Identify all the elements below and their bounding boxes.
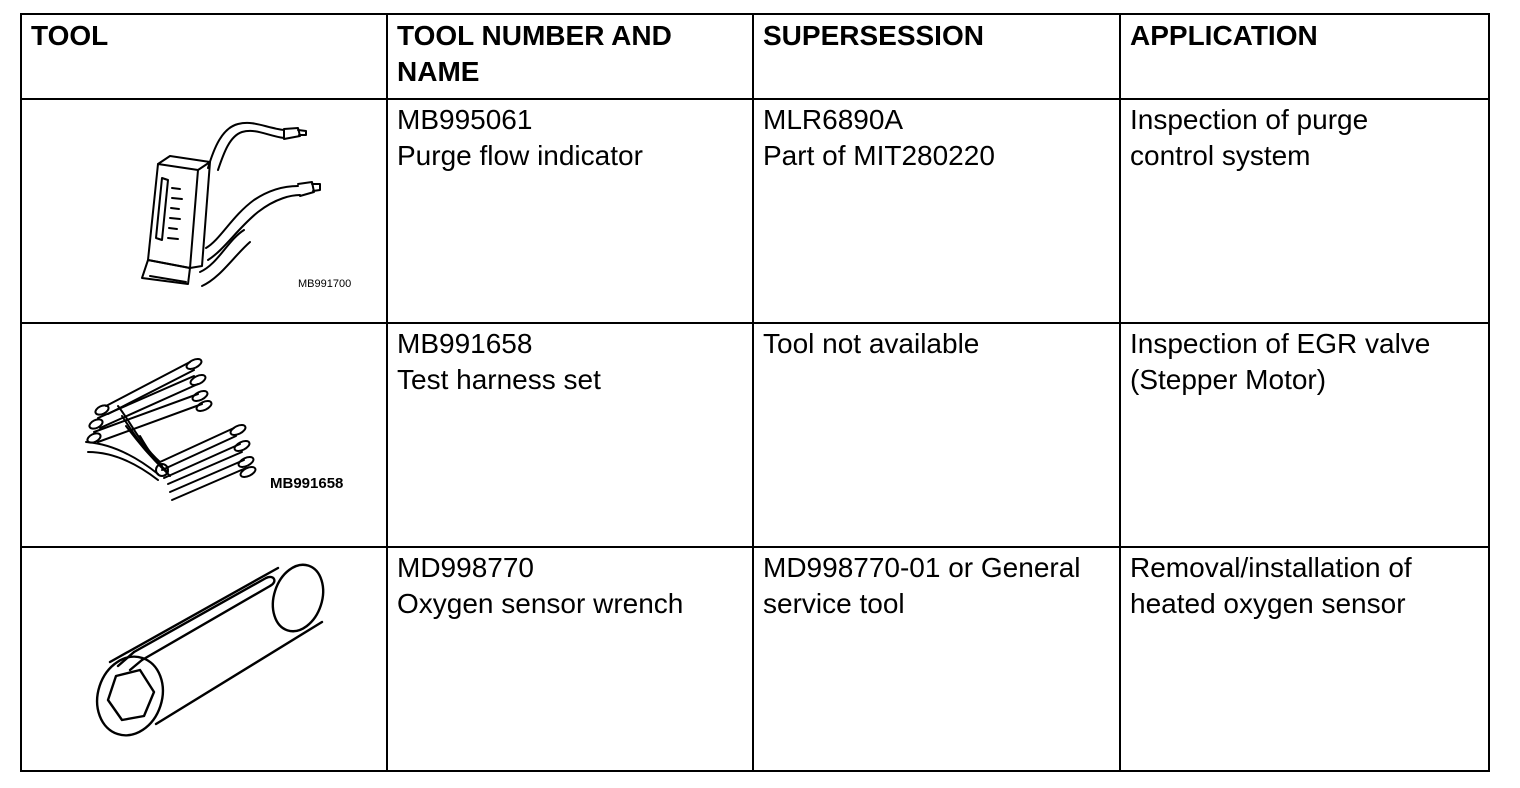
application-line: (Stepper Motor) [1130, 364, 1327, 395]
tool-image-cell [21, 99, 387, 323]
application-cell [1120, 99, 1489, 323]
application-line: control system [1130, 140, 1311, 171]
tool-number-and-name-cell [387, 99, 753, 323]
tool-image-cell [21, 547, 387, 771]
purge-flow-indicator-drawing [22, 100, 386, 322]
tool-number: MB995061 [397, 104, 533, 135]
tool-name: Oxygen sensor wrench [397, 588, 684, 619]
tool-name: Test harness set [397, 364, 601, 395]
header-application: APPLICATION [1120, 14, 1489, 99]
application-line: Inspection of purge [1130, 104, 1369, 135]
tool-name: Purge flow indicator [397, 140, 643, 171]
test-harness-set-drawing [22, 324, 386, 546]
supersession-line: MD998770-01 or General [763, 552, 1081, 583]
supersession-cell [753, 547, 1120, 771]
supersession-line: service tool [763, 588, 905, 619]
table-row [21, 99, 1489, 323]
application-line: Inspection of EGR valve [1130, 328, 1431, 359]
supersession-line: Tool not available [763, 328, 980, 359]
application-line: heated oxygen sensor [1130, 588, 1406, 619]
supersession-line: MLR6890A [763, 104, 904, 135]
header-row [21, 14, 1489, 99]
supersession-cell [753, 323, 1120, 547]
tool-image-cell [21, 323, 387, 547]
header-tool-number-and-name: TOOL NUMBER AND NAME [387, 14, 753, 99]
table-row [21, 547, 1489, 771]
tool-number: MB991658 [397, 328, 533, 359]
application-cell [1120, 547, 1489, 771]
oxygen-sensor-wrench-drawing [22, 548, 386, 770]
header-supersession: SUPERSESSION [753, 14, 1120, 99]
drawing-label: MB991658 [270, 475, 344, 492]
application-line: Removal/installation of [1130, 552, 1412, 583]
tool-number-and-name-cell [387, 547, 753, 771]
application-cell [1120, 323, 1489, 547]
supersession-cell [753, 99, 1120, 323]
supersession-line: Part of MIT280220 [763, 140, 995, 171]
header-tool: TOOL [21, 14, 387, 99]
tool-number-and-name-cell [387, 323, 753, 547]
table-row [21, 323, 1489, 547]
drawing-label: MB991700 [298, 278, 352, 290]
special-tools-table [20, 13, 1490, 772]
tool-number: MD998770 [397, 552, 534, 583]
